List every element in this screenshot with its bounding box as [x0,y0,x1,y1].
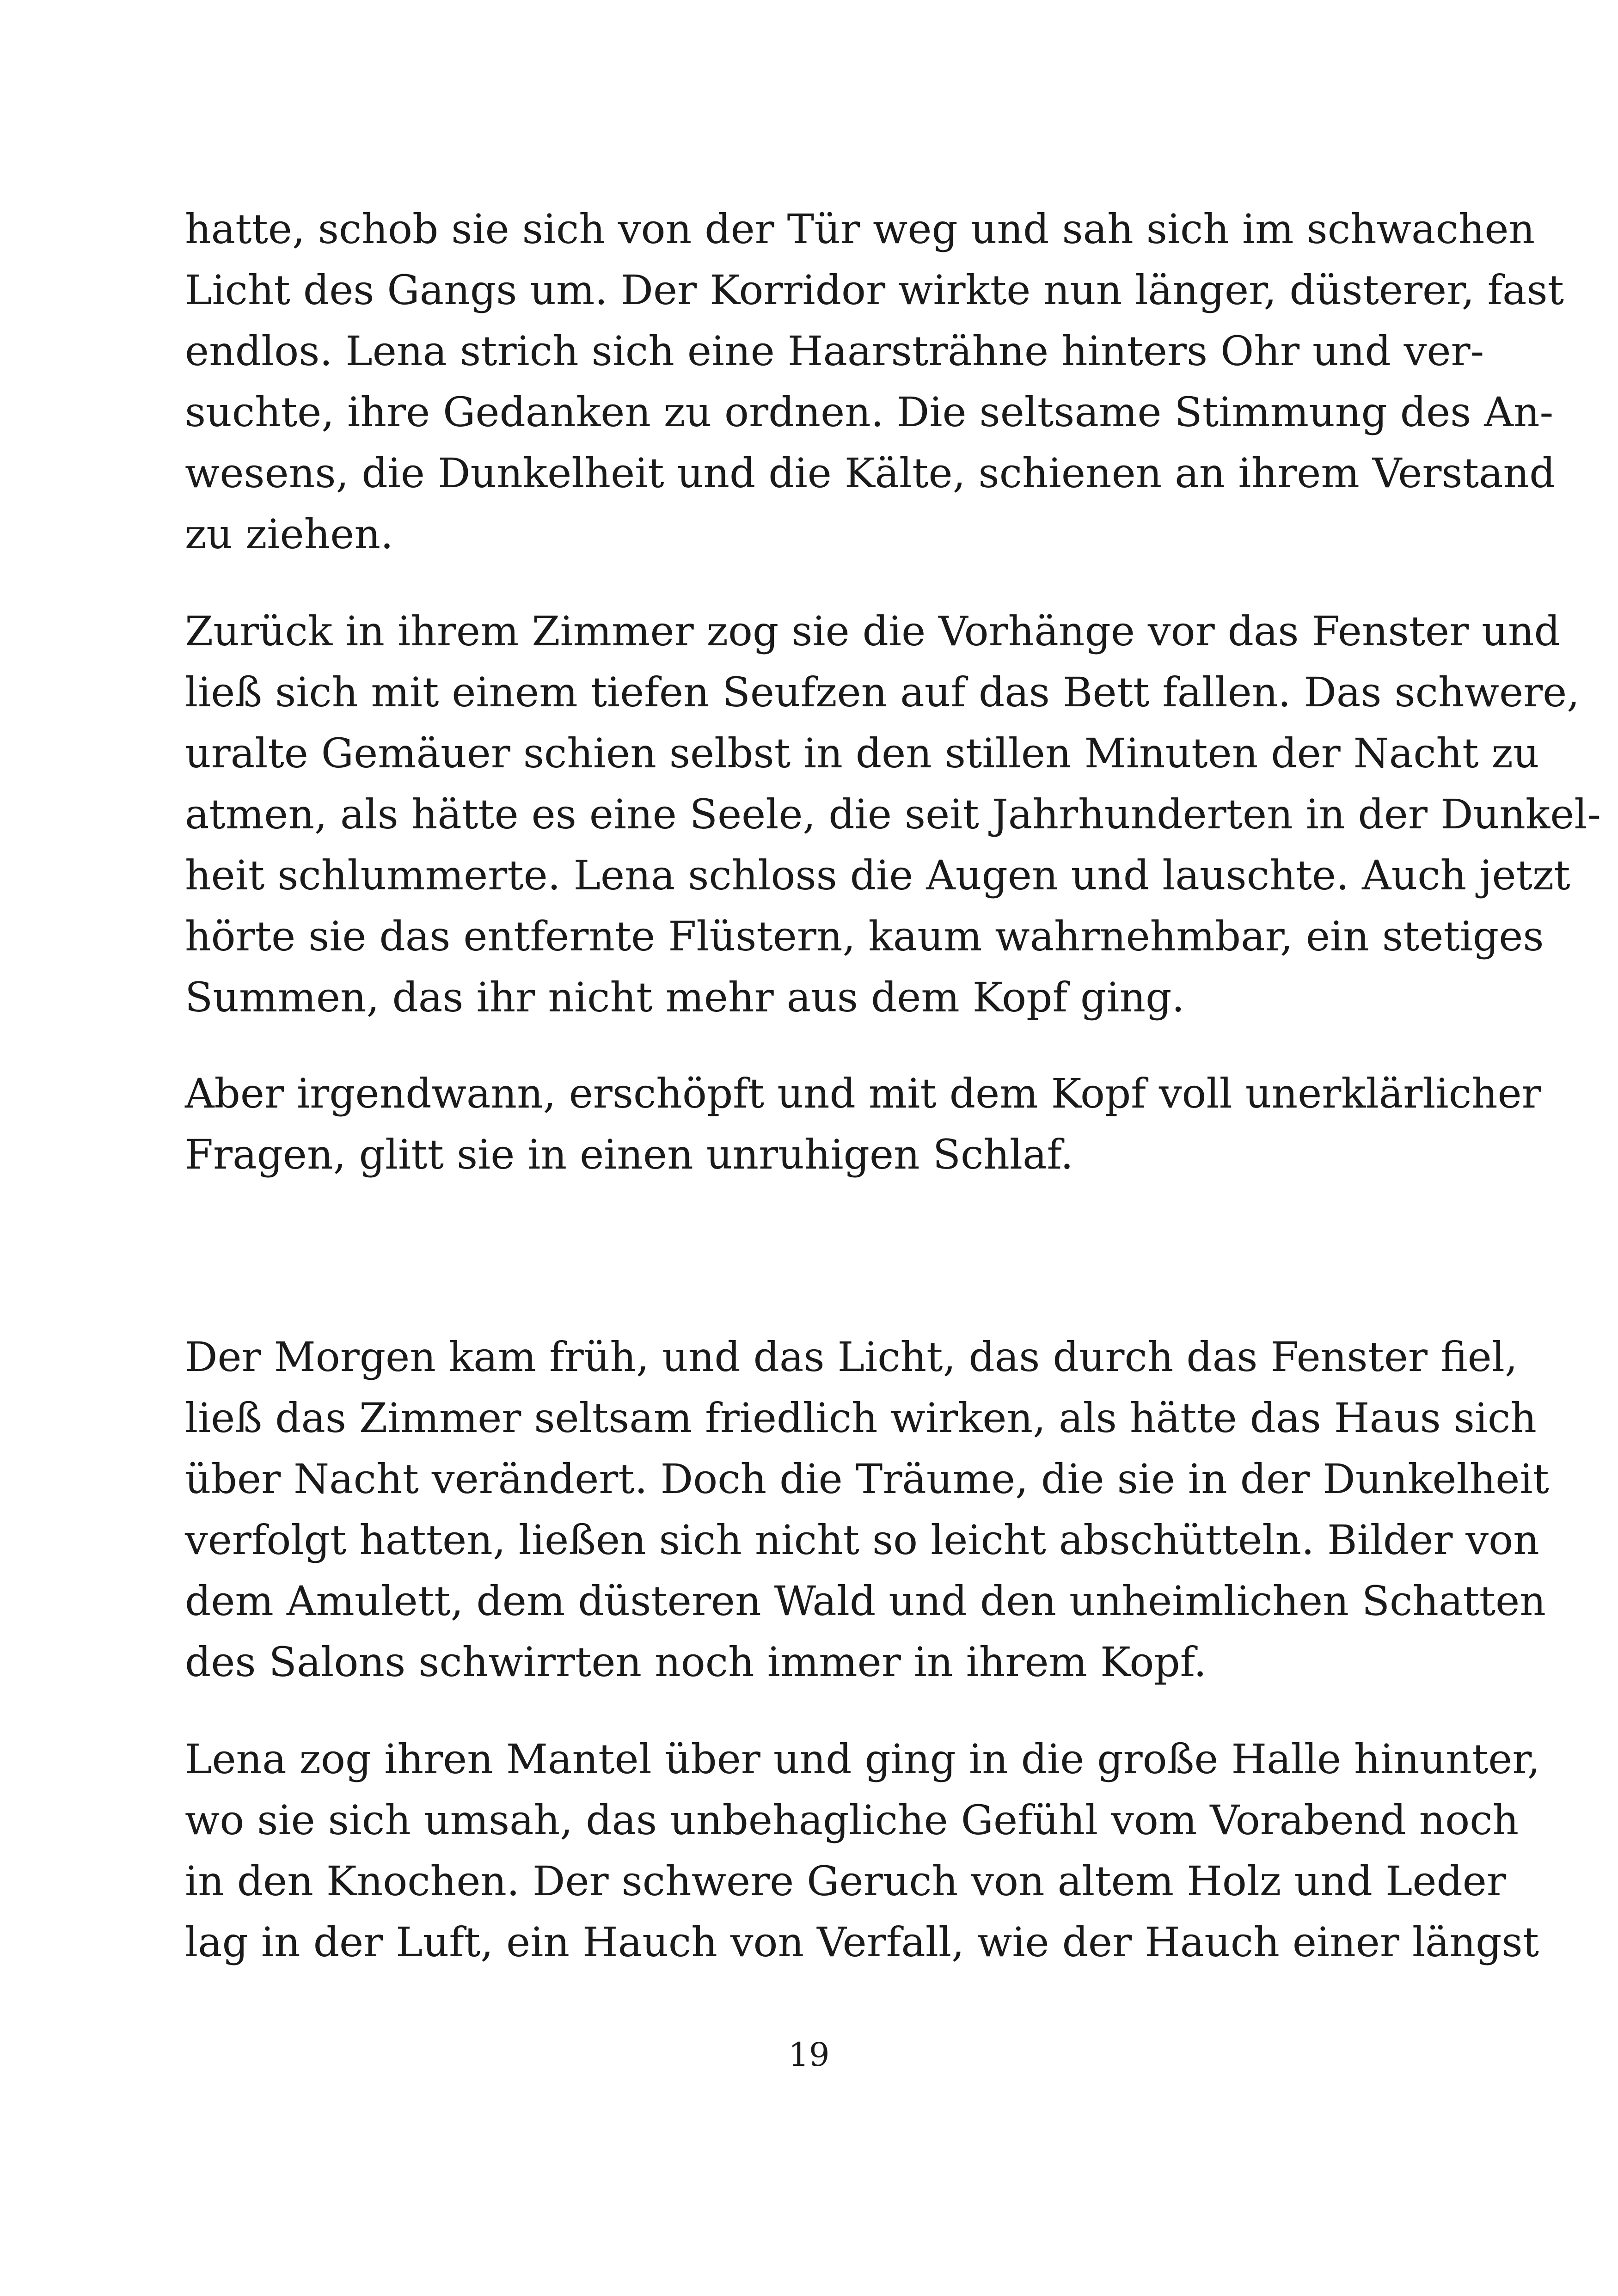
text-line: Aber irgendwann, erschöpft und mit dem Kopf voll unerklärlicher [185,1070,1541,1117]
text-line: Licht des Gangs um. Der Korridor wirkte nun länger, düsterer, fast [185,266,1564,314]
text-line: ließ das Zimmer seltsam friedlich wirken, als hätte das Haus sich [185,1394,1537,1442]
text-line: heit schlummerte. Lena schloss die Augen und lauschte. Auch jetzt [185,851,1570,899]
text-line: Der Morgen kam früh, und das Licht, das durch das Fenster fiel, [185,1333,1518,1381]
text-line: Zurück in ihrem Zimmer zog sie die Vorhänge vor das Fenster und [185,607,1560,655]
paragraph [185,1327,1549,1693]
text-line: wo sie sich umsah, das unbehagliche Gefühl vom Vorabend noch [185,1796,1519,1844]
text-line: Fragen, glitt sie in einen unruhigen Schlaf. [185,1131,1073,1178]
text-line: atmen, als hätte es eine Seele, die seit Jahrhunderten in der Dunkel- [185,790,1601,838]
page-number: 19 [788,2036,830,2074]
text-line: hörte sie das entfernte Flüstern, kaum wahrnehmbar, ein stetiges [185,912,1544,960]
text-line: suchte, ihre Gedanken zu ordnen. Die seltsame Stimmung des An- [185,388,1554,436]
text-line: in den Knochen. Der schwere Geruch von altem Holz und Leder [185,1857,1506,1905]
text-line: uralte Gemäuer schien selbst in den stillen Minuten der Nacht zu [185,729,1539,777]
paragraph [185,1729,1540,1973]
text-line: lag in der Luft, ein Hauch von Verfall, wie der Hauch einer längst [185,1918,1539,1966]
text-line: des Salons schwirrten noch immer in ihrem Kopf. [185,1638,1207,1686]
text-line: hatte, schob sie sich von der Tür weg und sah sich im schwachen [185,205,1535,253]
text-line: verfolgt hatten, ließen sich nicht so leicht abschütteln. Bilder von [185,1516,1539,1564]
text-line: endlos. Lena strich sich eine Haarsträhne hinters Ohr und ver- [185,327,1484,375]
text-line: zu ziehen. [185,510,393,558]
text-line: ließ sich mit einem tiefen Seufzen auf das Bett fallen. Das schwere, [185,668,1580,716]
paragraph [185,199,1564,565]
text-line: Lena zog ihren Mantel über und ging in die große Halle hinunter, [185,1735,1540,1783]
text-line: wesens, die Dunkelheit und die Kälte, schienen an ihrem Verstand [185,449,1556,497]
text-line: über Nacht verändert. Doch die Träume, die sie in der Dunkelheit [185,1455,1549,1503]
paragraph [185,1063,1541,1185]
text-line: Summen, das ihr nicht mehr aus dem Kopf ging. [185,974,1185,1021]
paragraph [185,601,1601,1028]
text-line: dem Amulett, dem düsteren Wald und den unheimlichen Schatten [185,1577,1546,1625]
